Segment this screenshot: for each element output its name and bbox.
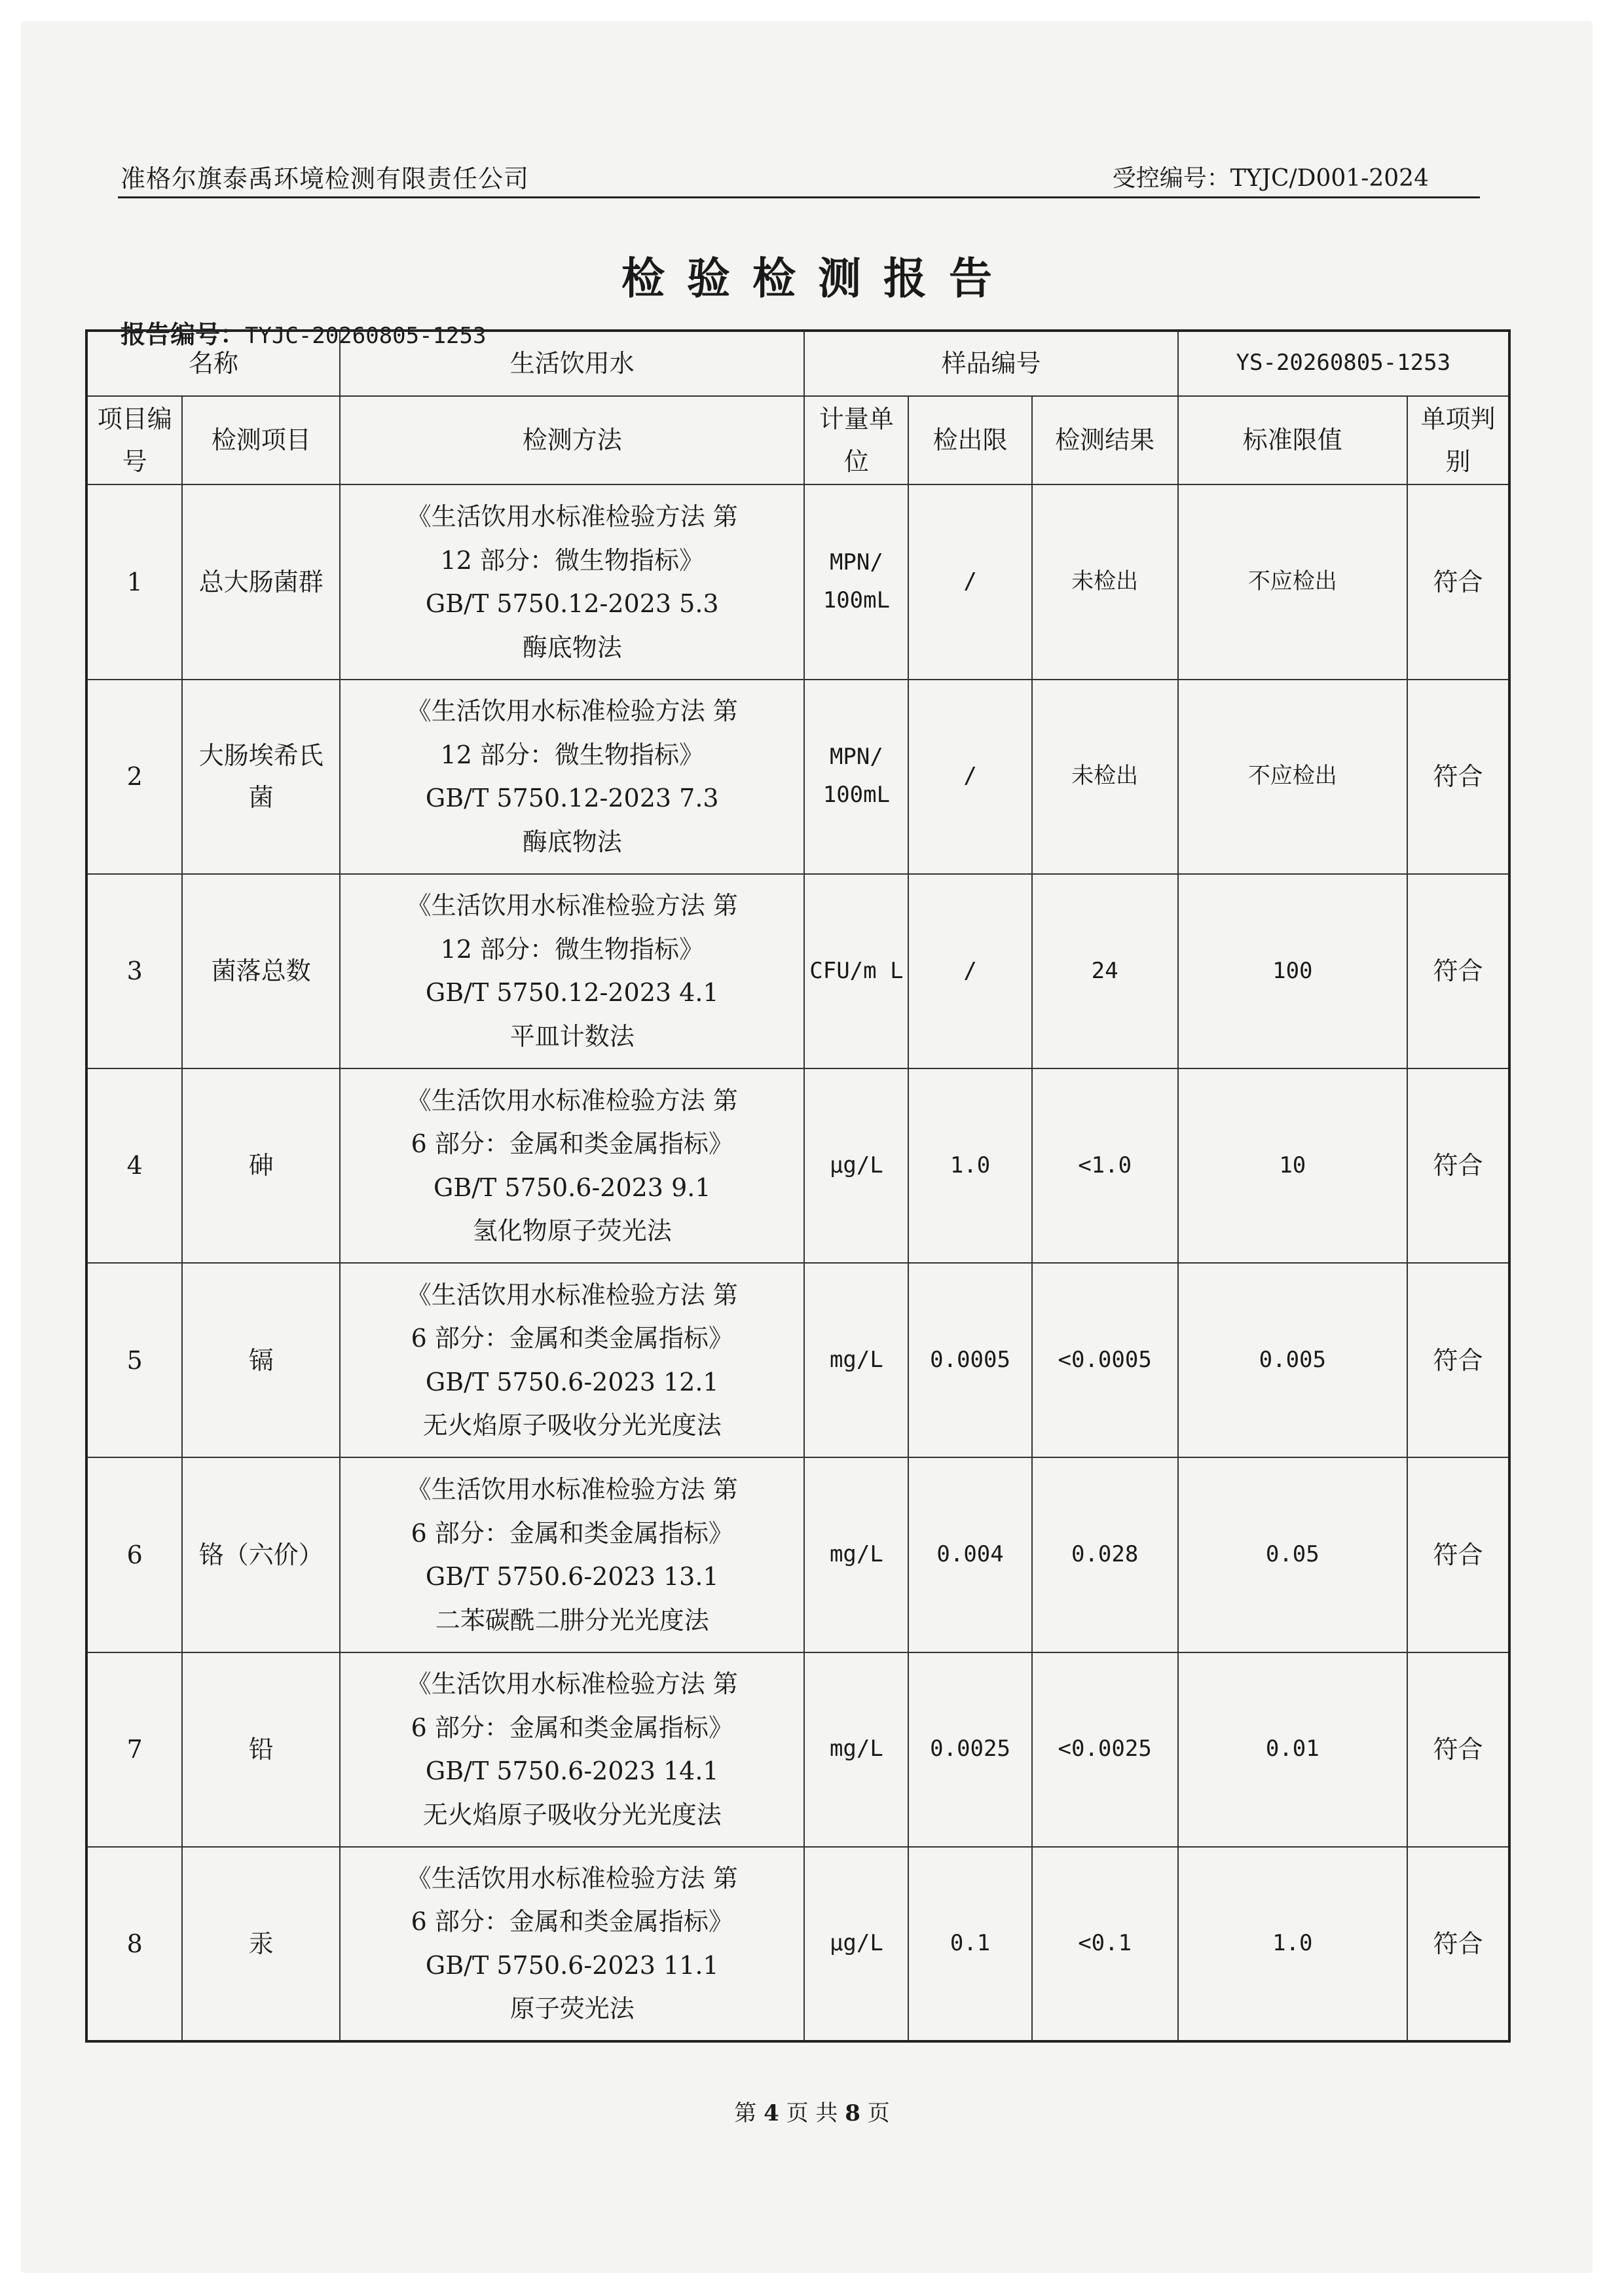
row-result: <0.0025 (1032, 1652, 1178, 1847)
row-item: 铅 (182, 1652, 340, 1847)
row-result: <1.0 (1032, 1068, 1178, 1263)
table-row (86, 1457, 1509, 1652)
method-line: GB/T 5750.6-2023 12.1 (425, 1367, 719, 1396)
col-header-limit: 检出限 (908, 396, 1031, 485)
row-method (340, 484, 804, 679)
method-line: 酶底物法 (522, 827, 622, 856)
col-header-method: 检测方法 (340, 396, 804, 485)
report-number-label: 报告编号： (120, 319, 246, 349)
row-judge: 符合 (1407, 1457, 1509, 1652)
row-result: <0.0005 (1032, 1263, 1178, 1457)
method-line: 6 部分：金属和类金属指标》 (411, 1324, 733, 1353)
row-standard: 10 (1178, 1068, 1407, 1263)
method-line: 氢化物原子荧光法 (472, 1216, 672, 1246)
control-number: 受控编号：TYJC/D001-2024 (1112, 165, 1429, 192)
row-no: 5 (86, 1263, 182, 1457)
row-judge: 符合 (1407, 680, 1509, 874)
method-line: 6 部分：金属和类金属指标》 (411, 1713, 733, 1742)
col-header-item: 检测项目 (182, 396, 340, 485)
row-unit: MPN/ 100mL (804, 484, 908, 679)
row-result: 24 (1032, 874, 1178, 1068)
document-title: 检验检测报告 (621, 253, 1014, 304)
row-no: 7 (86, 1652, 182, 1847)
row-standard: 0.005 (1178, 1263, 1407, 1457)
table-row (86, 874, 1509, 1068)
row-unit: μg/L (804, 1068, 908, 1263)
table-row (86, 1068, 1509, 1263)
footer-page-number: 4 (764, 2100, 779, 2126)
method-line: 《生活饮用水标准检验方法 第 (406, 1475, 738, 1504)
method-line: GB/T 5750.12-2023 7.3 (425, 784, 719, 813)
table-row (86, 484, 1509, 679)
table-row (86, 1652, 1509, 1847)
method-line: 《生活饮用水标准检验方法 第 (406, 1280, 738, 1309)
col-header-result: 检测结果 (1032, 396, 1178, 485)
method-line: 12 部分：微生物指标》 (440, 545, 704, 575)
footer-post: 页 (867, 2100, 890, 2126)
row-unit: μg/L (804, 1847, 908, 2041)
row-method (340, 874, 804, 1068)
row-item: 铬（六价） (182, 1457, 340, 1652)
row-standard: 不应检出 (1178, 680, 1407, 874)
col-header-judge: 单项判别 (1407, 396, 1509, 485)
method-line: 无火焰原子吸收分光光度法 (422, 1411, 722, 1440)
row-limit: 1.0 (908, 1068, 1031, 1263)
row-result: 未检出 (1032, 484, 1178, 679)
row-judge: 符合 (1407, 1068, 1509, 1263)
row-unit: mg/L (804, 1457, 908, 1652)
row-unit: mg/L (804, 1263, 908, 1457)
report-number-value: TYJC-20260805-1253 (245, 323, 487, 349)
row-judge: 符合 (1407, 1847, 1509, 2041)
row-method (340, 1263, 804, 1457)
row-item: 总大肠菌群 (182, 484, 340, 679)
row-no: 1 (86, 484, 182, 679)
row-standard: 0.05 (1178, 1457, 1407, 1652)
col-header-no: 项目编号 (86, 396, 182, 485)
method-line: 6 部分：金属和类金属指标》 (411, 1907, 733, 1937)
row-unit: MPN/ 100mL (804, 680, 908, 874)
col-header-unit: 计量单位 (804, 396, 908, 485)
row-judge: 符合 (1407, 1652, 1509, 1847)
row-no: 2 (86, 680, 182, 874)
method-line: 《生活饮用水标准检验方法 第 (406, 1669, 738, 1699)
row-limit: 0.0025 (908, 1652, 1031, 1847)
row-result: <0.1 (1032, 1847, 1178, 2041)
row-result: 0.028 (1032, 1457, 1178, 1652)
method-line: GB/T 5750.6-2023 9.1 (433, 1173, 711, 1202)
row-unit: CFU/m L (804, 874, 908, 1068)
row-limit: 0.0005 (908, 1263, 1031, 1457)
method-line: GB/T 5750.12-2023 5.3 (425, 589, 719, 619)
row-method (340, 1847, 804, 2041)
row-item: 大肠埃希氏菌 (182, 680, 340, 874)
method-line: 《生活饮用水标准检验方法 第 (406, 891, 738, 920)
row-no: 4 (86, 1068, 182, 1263)
row-no: 3 (86, 874, 182, 1068)
row-result: 未检出 (1032, 680, 1178, 874)
row-method (340, 1457, 804, 1652)
row-method (340, 1652, 804, 1847)
table-row (86, 1847, 1509, 2041)
row-judge: 符合 (1407, 874, 1509, 1068)
method-line: 6 部分：金属和类金属指标》 (411, 1129, 733, 1159)
method-line: GB/T 5750.12-2023 4.1 (425, 978, 719, 1008)
row-limit: / (908, 484, 1031, 679)
sample-no-value: YS-20260805-1253 (1178, 331, 1509, 396)
header-divider (118, 196, 1480, 198)
footer-mid: 页 共 (786, 2100, 838, 2126)
name-value: 生活饮用水 (340, 331, 804, 396)
row-item: 菌落总数 (182, 874, 340, 1068)
method-line: 无火焰原子吸收分光光度法 (422, 1800, 722, 1829)
col-header-standard: 标准限值 (1178, 396, 1407, 485)
company-name: 准格尔旗泰禹环境检测有限责任公司 (120, 164, 530, 193)
row-standard: 不应检出 (1178, 484, 1407, 679)
method-line: GB/T 5750.6-2023 13.1 (425, 1562, 719, 1592)
row-method (340, 1068, 804, 1263)
name-label: 名称 (86, 331, 340, 396)
row-method (340, 680, 804, 874)
method-line: 12 部分：微生物指标》 (440, 740, 704, 769)
method-line: 二苯碳酰二肼分光光度法 (435, 1605, 709, 1635)
method-line: 《生活饮用水标准检验方法 第 (406, 697, 738, 726)
method-line: 6 部分：金属和类金属指标》 (411, 1518, 733, 1548)
row-item: 砷 (182, 1068, 340, 1263)
row-no: 6 (86, 1457, 182, 1652)
row-judge: 符合 (1407, 1263, 1509, 1457)
column-header-row (86, 396, 1509, 485)
row-item: 汞 (182, 1847, 340, 2041)
row-item: 镉 (182, 1263, 340, 1457)
row-unit: mg/L (804, 1652, 908, 1847)
footer-pre: 第 (734, 2100, 757, 2126)
method-line: GB/T 5750.6-2023 11.1 (425, 1950, 719, 1980)
table-row (86, 680, 1509, 874)
row-standard: 0.01 (1178, 1652, 1407, 1847)
table-row (86, 1263, 1509, 1457)
row-judge: 符合 (1407, 484, 1509, 679)
results-table (85, 329, 1511, 2043)
method-line: GB/T 5750.6-2023 14.1 (425, 1757, 719, 1786)
row-standard: 1.0 (1178, 1847, 1407, 2041)
page-footer (0, 2095, 1624, 2127)
row-standard: 100 (1178, 874, 1407, 1068)
row-limit: / (908, 680, 1031, 874)
sample-no-label: 样品编号 (804, 331, 1177, 396)
row-no: 8 (86, 1847, 182, 2041)
method-line: 12 部分：微生物指标》 (440, 934, 704, 964)
sample-info-row (86, 331, 1509, 396)
row-limit: 0.004 (908, 1457, 1031, 1652)
method-line: 原子荧光法 (509, 1994, 635, 2024)
row-limit: 0.1 (908, 1847, 1031, 2041)
method-line: 平皿计数法 (509, 1021, 635, 1051)
row-limit: / (908, 874, 1031, 1068)
method-line: 《生活饮用水标准检验方法 第 (406, 1863, 738, 1893)
method-line: 《生活饮用水标准检验方法 第 (406, 1085, 738, 1115)
method-line: 酶底物法 (522, 632, 622, 662)
method-line: 《生活饮用水标准检验方法 第 (406, 502, 738, 532)
footer-total-pages: 8 (845, 2100, 860, 2126)
